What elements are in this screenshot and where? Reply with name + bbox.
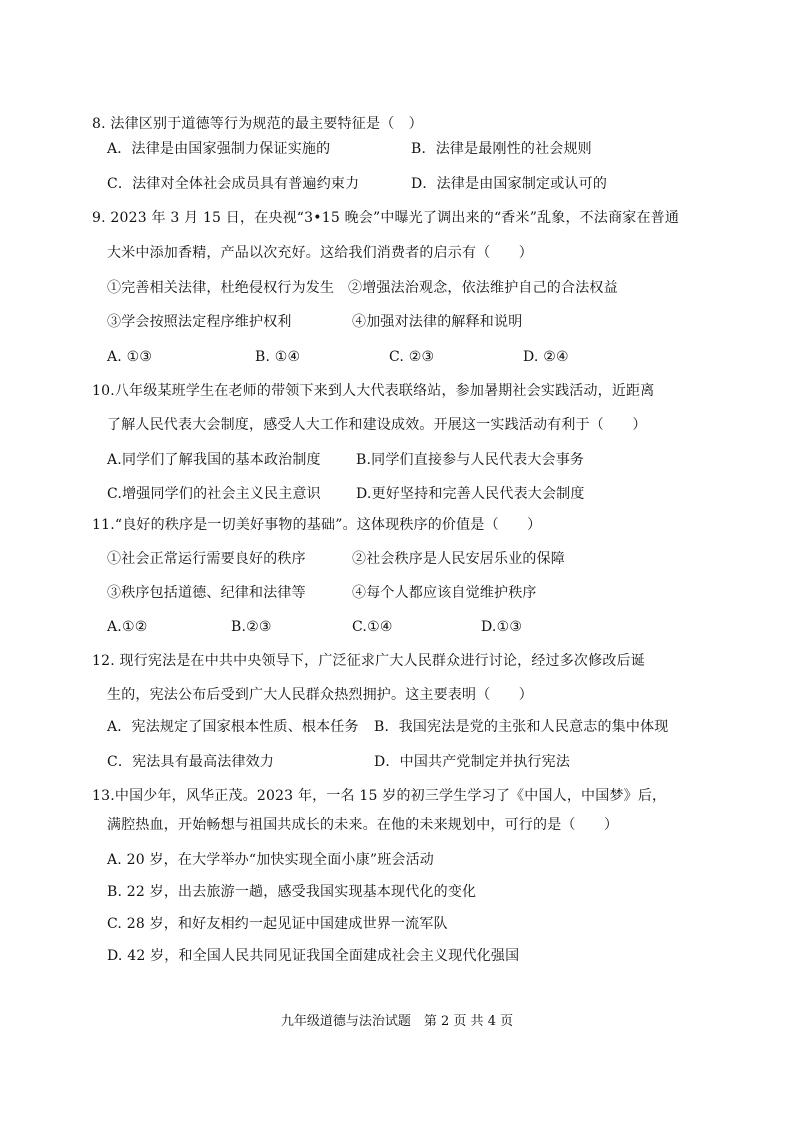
question-11-option-d: D.①③: [481, 619, 523, 635]
question-8-option-b: B．法律是最刚性的社会规则: [411, 141, 592, 157]
question-9-option-c: C. ②③: [389, 349, 435, 365]
question-10-option-a: A.同学们了解我国的基本政治制度: [107, 452, 321, 468]
question-12-option-a: A．宪法规定了国家根本性质、根本任务: [107, 719, 359, 735]
question-11-item-4: ④每个人都应该自觉维护秩序: [352, 585, 537, 601]
question-11-option-a: A.①②: [107, 619, 148, 635]
question-11-stem: 11.“良好的秩序是一切美好事物的基础”。这体现秩序的价值是（ ）: [92, 517, 542, 533]
question-9-option-d: D. ②④: [523, 349, 569, 365]
question-9-item-4: ④加强对法律的解释和说明: [352, 314, 523, 330]
question-12-option-c: C．宪法具有最高法律效力: [107, 754, 275, 770]
question-8-stem: 8. 法律区别于道德等行为规范的最主要特征是（ ）: [92, 116, 423, 132]
question-13-stem-line-2: 满腔热血，开始畅想与祖国共成长的未来。在他的未来规划中，可行的是（ ）: [107, 817, 619, 833]
question-8-option-d: D．法律是由国家制定或认可的: [411, 176, 608, 192]
question-12-option-d: D．中国共产党制定并执行宪法: [374, 754, 571, 770]
question-10-stem-line-2: 了解人民代表大会制度，感受人大工作和建设成效。开展这一实践活动有利于（ ）: [107, 417, 647, 433]
question-10-option-c: C.增强同学们的社会主义民主意识: [107, 486, 321, 502]
question-9-item-1: ①完善相关法律，杜绝侵权行为发生: [107, 280, 335, 296]
question-13-option-d: D. 42 岁，和全国人民共同见证我国全面建成社会主义现代化强国: [107, 948, 520, 964]
question-11-option-c: C.①④: [352, 619, 393, 635]
question-11-item-1: ①社会正常运行需要良好的秩序: [107, 551, 306, 567]
question-11-item-3: ③秩序包括道德、纪律和法律等: [107, 585, 306, 601]
question-12-stem-line-2: 生的，宪法公布后受到广大人民群众热烈拥护。这主要表明（ ）: [107, 687, 533, 703]
page-footer: 九年级道德与法治试题 第 2 页 共 4 页: [280, 1014, 514, 1029]
question-13-option-a: A. 20 岁，在大学举办“加快实现全面小康”班会活动: [107, 852, 434, 868]
question-10-stem-line-1: 10.八年级某班学生在老师的带领下来到人大代表联络站，参加暑期社会实践活动，近距离: [92, 383, 655, 399]
question-13-option-b: B. 22 岁，出去旅游一趟，感受我国实现基本现代化的变化: [107, 884, 477, 900]
question-12-option-b: B．我国宪法是党的主张和人民意志的集中体现: [374, 719, 669, 735]
question-9-stem-line-2: 大米中添加香精，产品以次充好。这给我们消费者的启示有（ ）: [107, 245, 533, 261]
question-9-stem-line-1: 9. 2023 年 3 月 15 日，在央视“3•15 晚会”中曝光了调出来的“香米”乱象，不法商家在普通: [92, 210, 680, 226]
question-13-stem-line-1: 13.中国少年，风华正茂。2023 年，一名 15 岁的初三学生学习了《中国人，中国梦》后，: [92, 788, 667, 804]
question-11-option-b: B.②③: [231, 619, 272, 635]
question-10-option-d: D.更好坚持和完善人民代表大会制度: [356, 486, 585, 502]
question-9-item-3: ③学会按照法定程序维护权利: [107, 314, 292, 330]
question-13-option-c: C. 28 岁，和好友相约一起见证中国建成世界一流军队: [107, 916, 448, 932]
question-9-option-a: A. ①③: [107, 349, 153, 365]
question-12-stem-line-1: 12. 现行宪法是在中共中央领导下，广泛征求广大人民群众进行讨论，经过多次修改后诞: [92, 653, 645, 669]
question-10-option-b: B.同学们直接参与人民代表大会事务: [356, 452, 585, 468]
question-9-item-2: ②增强法治观念，依法维护自己的合法权益: [348, 280, 618, 296]
question-11-item-2: ②社会秩序是人民安居乐业的保障: [352, 551, 565, 567]
question-9-option-b: B. ①④: [255, 349, 301, 365]
question-8-option-c: C．法律对全体社会成员具有普遍约束力: [107, 176, 360, 192]
question-8-option-a: A．法律是由国家强制力保证实施的: [107, 141, 331, 157]
